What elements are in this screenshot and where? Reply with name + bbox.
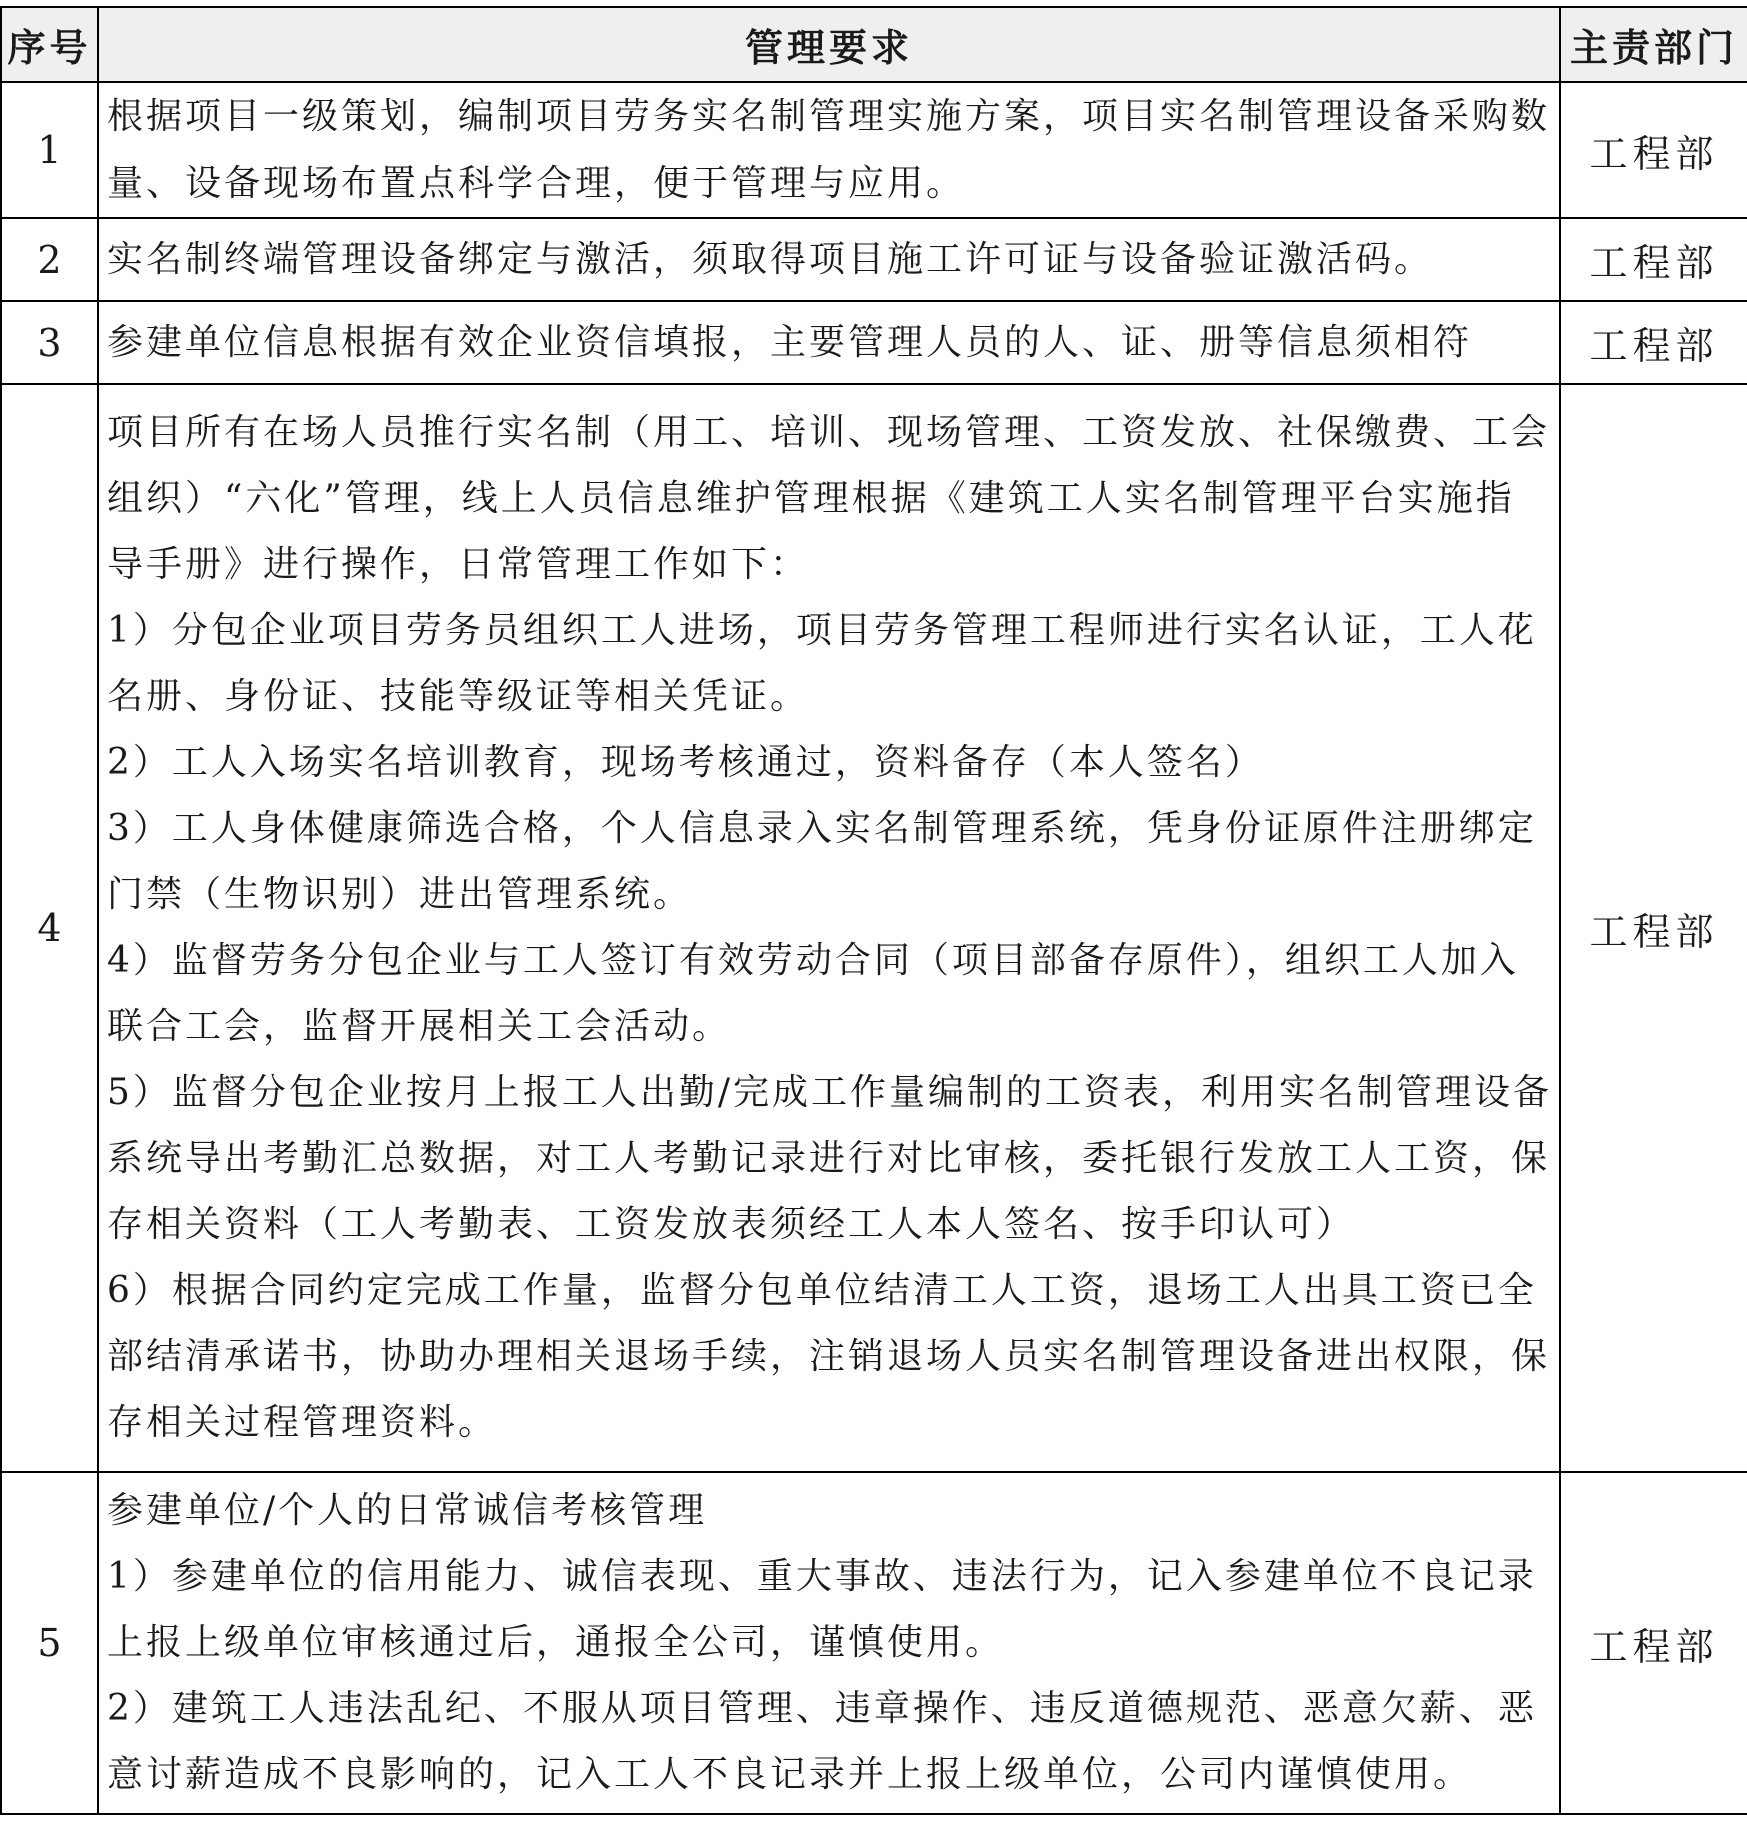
row-number: 2: [1, 218, 98, 301]
table-row: [1, 1472, 1747, 1814]
row-number: 3: [1, 301, 98, 384]
requirement-cell: [98, 301, 1560, 384]
management-requirements-table: [0, 6, 1747, 1815]
requirement-cell: [98, 384, 1560, 1472]
table-row: [1, 82, 1747, 218]
header-department: 主责部门: [1560, 7, 1747, 82]
table-row: [1, 218, 1747, 301]
department-cell: 工程部: [1560, 301, 1747, 384]
requirement-item: 5）监督分包企业按月上报工人出勤/完成工作量编制的工资表，利用实名制管理设备系统导出考勤汇总数据，对工人考勤记录进行对比审核，委托银行发放工人工资，保存相关资料（工人考勤表、工资发放表须经工人本人签名、按手印认可）: [107, 1072, 1553, 1245]
header-requirement: 管理要求: [98, 7, 1560, 82]
requirement-line: 实名制终端管理设备绑定与激活，须取得项目施工许可证与设备验证激活码。: [107, 239, 1434, 280]
requirement-item: 4）监督劳务分包企业与工人签订有效劳动合同（项目部备存原件），组织工人加入联合工会，监督开展相关工会活动。: [107, 940, 1519, 1047]
requirement-item: 3）工人身体健康筛选合格，个人信息录入实名制管理系统，凭身份证原件注册绑定门禁（生物识别）进出管理系统。: [107, 808, 1537, 915]
requirement-item: 2）工人入场实名培训教育，现场考核通过，资料备存（本人签名）: [107, 742, 1264, 783]
row-number: 5: [1, 1472, 98, 1814]
requirement-cell: [98, 1472, 1560, 1814]
department-cell: 工程部: [1560, 218, 1747, 301]
requirement-cell: [98, 218, 1560, 301]
header-number: 序号: [1, 7, 98, 82]
row-number: 1: [1, 82, 98, 218]
row-number: 4: [1, 384, 98, 1472]
requirement-item: 1）参建单位的信用能力、诚信表现、重大事故、违法行为，记入参建单位不良记录上报上级单位审核通过后，通报全公司，谨慎使用。: [107, 1556, 1537, 1663]
requirement-item: 1）分包企业项目劳务员组织工人进场，项目劳务管理工程师进行实名认证，工人花名册、身份证、技能等级证等相关凭证。: [107, 610, 1537, 717]
requirement-line: 参建单位信息根据有效企业资信填报，主要管理人员的人、证、册等信息须相符: [107, 322, 1473, 363]
table-row: [1, 384, 1747, 1472]
requirement-item: 2）建筑工人违法乱纪、不服从项目管理、违章操作、违反道德规范、恶意欠薪、恶意讨薪造成不良影响的，记入工人不良记录并上报上级单位，公司内谨慎使用。: [107, 1688, 1537, 1795]
department-cell: 工程部: [1560, 82, 1747, 218]
requirement-cell: [98, 82, 1560, 218]
department-cell: 工程部: [1560, 384, 1747, 1472]
requirement-item: 6）根据合同约定完成工作量，监督分包单位结清工人工资，退场工人出具工资已全部结清承诺书，协助办理相关退场手续，注销退场人员实名制管理设备进出权限，保存相关过程管理资料。: [107, 1270, 1551, 1443]
requirement-intro: 项目所有在场人员推行实名制（用工、培训、现场管理、工资发放、社保缴费、工会组织）“六化”管理，线上人员信息维护管理根据《建筑工人实名制管理平台实施指导手册》进行操作，日常管理工作如下：: [107, 412, 1551, 585]
table-row: [1, 301, 1747, 384]
department-cell: 工程部: [1560, 1472, 1747, 1814]
requirement-intro: 参建单位/个人的日常诚信考核管理: [107, 1490, 708, 1531]
table-header-row: [1, 7, 1747, 82]
requirement-line: 根据项目一级策划，编制项目劳务实名制管理实施方案，项目实名制管理设备采购数量、设备现场布置点科学合理，便于管理与应用。: [107, 96, 1551, 204]
